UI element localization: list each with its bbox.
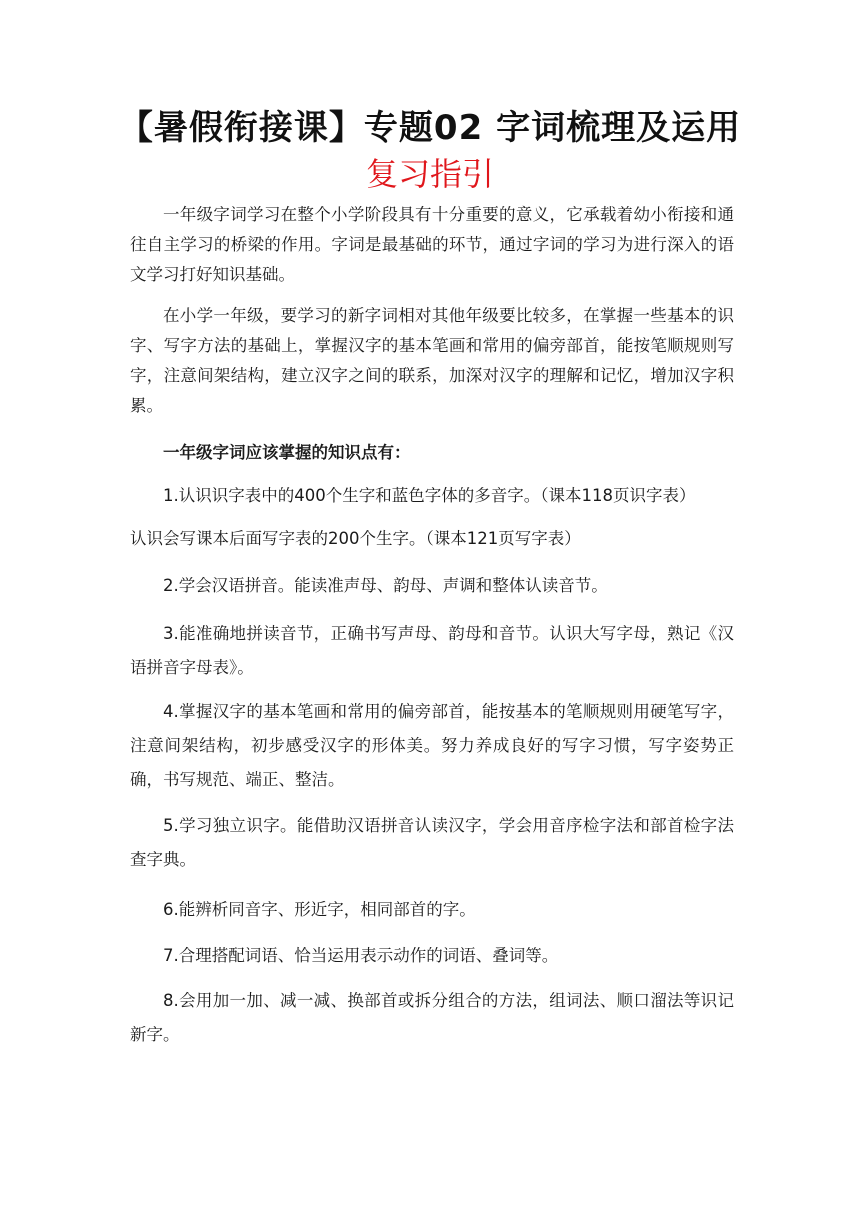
point-item-7: 7.合理搭配词语、恰当运用表示动作的词语、叠词等。 <box>163 946 559 965</box>
point-item-6: 6.能辨析同音字、形近字，相同部首的字。 <box>163 900 476 919</box>
points-heading: 一年级字词应该掌握的知识点有： <box>163 443 411 462</box>
point-item-4: 4.掌握汉字的基本笔画和常用的偏旁部首，能按基本的笔顺规则用硬笔写字，注意间架结构，初步感受汉字的形体美。努力养成良好的写字习惯，写字姿势正确，书写规范、端正、整洁。 <box>130 702 734 789</box>
intro-paragraph-2: 在小学一年级，要学习的新字词相对其他年级要比较多，在掌握一些基本的识字、写字方法的基础上，掌握汉字的基本笔画和常用的偏旁部首，能按笔顺规则写字，注意间架结构，建立汉字之间的联系，加深对汉字的理解和记忆，增加汉字积累。 <box>130 306 734 415</box>
point-item-5: 5.学习独立识字。能借助汉语拼音认读汉字，学会用音序检字法和部首检字法查字典。 <box>130 816 734 869</box>
point-item-2: 2.学会汉语拼音。能读准声母、韵母、声调和整体认读音节。 <box>163 576 608 595</box>
document-subtitle: 复习指引 <box>365 155 494 193</box>
point-item-8: 8.会用加一加、减一减、换部首或拆分组合的方法，组词法、顺口溜法等识记新字。 <box>130 991 734 1044</box>
document-title: 【暑假衔接课】专题02 字词梳理及运用 <box>118 108 742 148</box>
intro-paragraph-1: 一年级字词学习在整个小学阶段具有十分重要的意义，它承载着幼小衔接和通往自主学习的桥梁的作用。字词是最基础的环节，通过字词的学习为进行深入的语文学习打好知识基础。 <box>130 205 734 284</box>
point-item-1: 1.认识识字表中的400个生字和蓝色字体的多音字。（课本118页识字表） <box>163 486 696 505</box>
point-item-1-continued: 认识会写课本后面写字表的200个生字。（课本121页写字表） <box>130 529 581 548</box>
point-item-3: 3.能准确地拼读音节，正确书写声母、韵母和音节。认识大写字母，熟记《汉语拼音字母表》。 <box>130 624 734 677</box>
